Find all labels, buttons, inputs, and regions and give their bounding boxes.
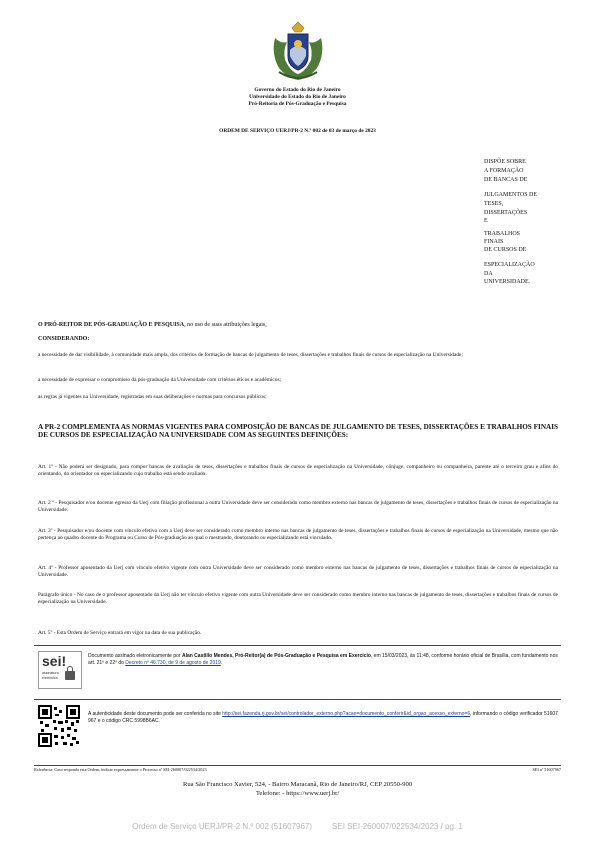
ementa-line: DISSERTAÇÕES (484, 210, 528, 216)
verification-link[interactable]: http://sei.fazenda.rj.gov.br/sei/controlador_externo.php?acao=documento_conferir&id_orgao_acesso_externo=6 (222, 711, 471, 717)
considerando-2: a necessidade de expressar o compromisso da pós-graduação da Universidade com critérios éticos e acadêmicos; (38, 377, 282, 383)
divider (34, 699, 561, 700)
qr-code (38, 705, 80, 747)
ementa-line: DE CURSOS DE (484, 247, 527, 253)
intro-bold: O PRÓ-REITOR DE PÓS-GRADUAÇÃO E PESQUISA (38, 322, 185, 328)
ementa-line: TRABALHOS (484, 231, 521, 237)
footer-reference: Referência: Caso responda esta Ordem, indicar expressamente o Processo nº SEI-260007/022534/2023 (34, 767, 207, 772)
page-footer: Ordem de Serviço UERJ/PR-2 N.º 002 (51607967) SEI SEI-260007/022534/2023 / pg. 1 (132, 822, 463, 831)
decree-link[interactable]: Decreto nº 46.730, de 9 de agosto de 2019 (125, 660, 221, 666)
ementa-line: DE BANCAS DE (484, 177, 528, 183)
article-5: Art. 5º - Esta Ordem de Serviço entrará em vigor na data de sua publicação. (38, 630, 202, 636)
ementa-line: TESES, (484, 201, 504, 207)
ementa-line: DISPÕE SOBRE (484, 159, 526, 165)
divider (34, 645, 561, 646)
verification-text: A autenticidade deste documento pode ser conferida no site http://sei.fazenda.rj.gov.br/sei/controlador_externo.php?acao=documento_conferir&id_orgao_acesso_externo=6, informando o código verificador 51607967 e o código CRC 5998B6AC. (88, 711, 558, 724)
lock-icon (65, 671, 75, 680)
article-2: Art. 2 º - Pesquisador e/ou docente egresso da Uerj com filiação profissional a outra Universidade deve ser considerado como membro externo nas bancas de julgamento de teses, dissertações e trabalhos finais de cursos de especialização na Universidade. (38, 500, 558, 513)
signature-text: Documento assinado eletronicamente por Alan Castillo Mendes, Pró-Reitor(a) de Pós-Graduação e Pesquisa em Exercício, em 15/03/2023, às 11:48, conforme horário oficial de Brasília, com fundamento nos art. 21º e 22º do Decreto nº 46.730, de 9 de agosto de 2019. (88, 653, 558, 666)
header-government: Governo do Estado do Rio de Janeiro (254, 87, 341, 93)
paragrafo-unico: Parágrafo único - No caso de o professor aposentado da Uerj não ter vínculo efetivo vigente com outra Universidade deve ser considerado como membro interno nas bancas de julgamento de teses, dissertações e trabalhos finais de cursos de especialização na Universidade. (38, 592, 558, 605)
sei-logo (38, 651, 82, 689)
footer-address: Rua São Francisco Xavier, 524, - Bairro Maracanã, Rio de Janeiro/RJ, CEP 20550-900 (182, 781, 413, 788)
ementa-line: FINAIS (484, 239, 504, 245)
ementa-line: A FORMAÇÃO (484, 168, 524, 174)
article-1: Art. 1º - Não poderá ser designado, para compor bancas de avaliação de teses, dissertações e trabalhos finais de cursos de especialização na Universidade, cônjuge, companheiro ou companheira, parente até o terceiro grau e afins do orientando, do orientador ou especializando cujo trabalho está sendo avaliado. (38, 464, 558, 477)
ementa-line: DA (484, 271, 493, 277)
sei-logo-sub2: eletrônica (42, 676, 58, 680)
ementa-line: UNIVERSIDADE. (484, 279, 531, 285)
footer-phone: Telefone: - https://www.uerj.br/ (255, 790, 340, 797)
considerando-label: CONSIDERANDO: (38, 336, 90, 342)
signer-name: Alan Castillo Mendes, Pró-Reitor(a) de Pós-Graduação e Pesquisa em Exercício (181, 653, 371, 659)
ementa-line: JULGAMENTOS DE (484, 192, 538, 198)
article-4: Art. 4º - Professor aposentado da Uerj com vínculo efetivo vigente com outra Universidade deve ser considerado como membro externo nas bancas de julgamento de teses, dissertações e trabalhos finais de cursos de especialização na Universidade. (38, 565, 558, 578)
divider (34, 765, 561, 766)
ementa-line: E (484, 218, 488, 224)
header-university: Universidade do Estado do Rio de Janeiro (249, 94, 346, 100)
sei-logo-text: sei! (42, 653, 67, 669)
ementa-line: ESPECIALIZAÇÃO (484, 262, 535, 268)
considerando-3: as regras já vigentes na Universidade, registradas em suas deliberações e normas para concursos públicos; (38, 394, 267, 400)
footer-sei-number: SEI nº 51607967 (532, 767, 561, 772)
sei-logo-sub1: assinatura (42, 671, 59, 675)
intro-rest: , no uso de suas atribuições legais, (184, 322, 267, 328)
header-prorectorate: Pró-Reitoria de Pós-Graduação e Pesquisa (248, 101, 347, 107)
order-title: ORDEM DE SERVIÇO UERJ/PR-2 N.º 002 de 03 de março de 2023 (219, 128, 376, 134)
coat-of-arms-logo (269, 20, 327, 82)
intro-paragraph (38, 322, 558, 329)
ementa-block (484, 159, 568, 287)
resolution-heading: A PR-2 COMPLEMENTA AS NORMAS VIGENTES PARA COMPOSIÇÃO DE BANCAS DE JULGAMENTO DE TESES, DISSERTAÇÕES E TRABALHOS FINAIS DE CURSOS DE ESPECIALIZAÇÃO NA UNIVERSIDADE COM AS SEGUINTES DEFINIÇÕES: (38, 423, 558, 440)
considerando-1: a necessidade de dar visibilidade, à comunidade mais ampla, dos critérios de formação de bancas de julgamento de teses, dissertações e trabalhos finais de cursos de especialização na Universidade; (38, 352, 463, 358)
article-3: Art. 3º - Pesquisador e/ou docente com vínculo efetivo com a Uerj deve ser considerado como membro interno nas bancas de julgamento de teses, dissertações e trabalhos finais de cursos de especialização na Universidade, mesmo que não pertença ao quadro docente do Programa ou Curso de Pós-graduação ao qual o mestrando, doutorando ou especializando está vinculado. (38, 528, 558, 541)
